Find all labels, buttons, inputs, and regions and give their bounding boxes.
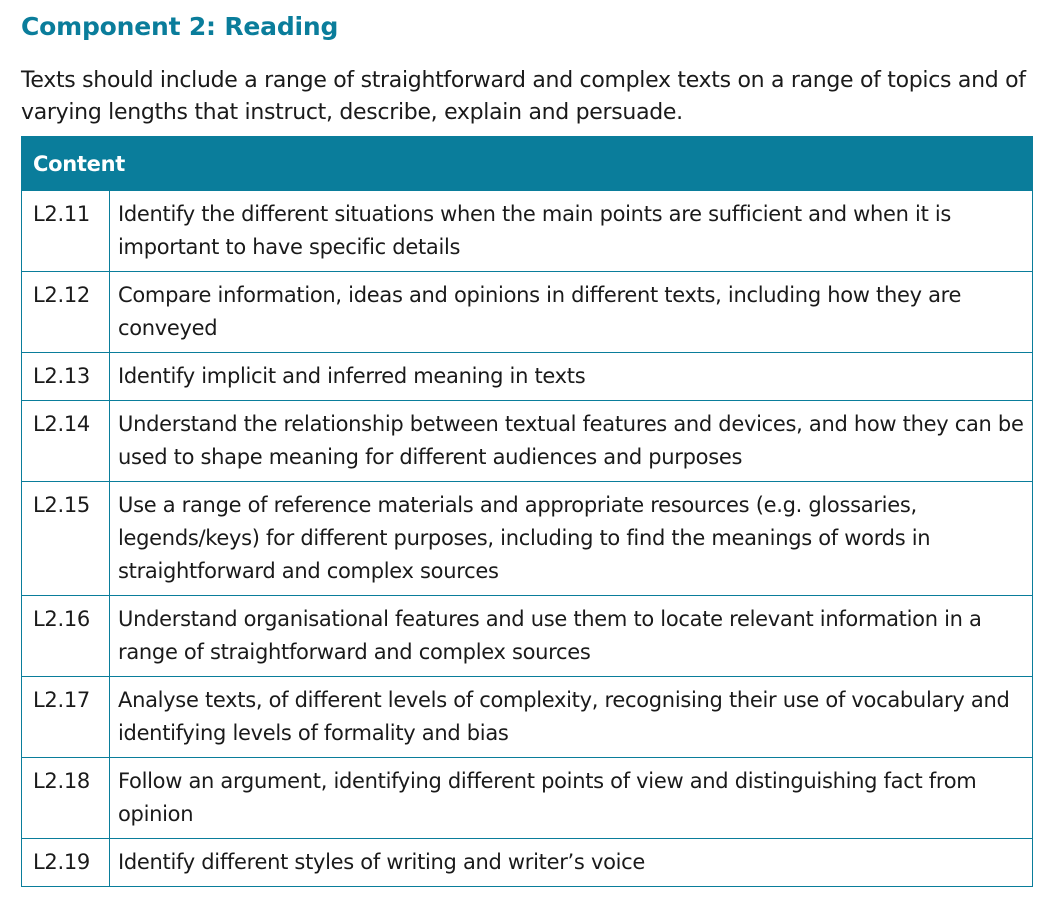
- row-code: L2.17: [22, 677, 110, 758]
- row-text: Understand organisational features and use them to locate relevant information in a range of straightforward and complex sources: [110, 596, 1033, 677]
- row-code: L2.19: [22, 839, 110, 887]
- table-row: [22, 272, 1033, 353]
- row-text: Identify implicit and inferred meaning in texts: [110, 353, 1033, 401]
- content-table: [21, 136, 1033, 887]
- table-row: [22, 839, 1033, 887]
- row-text: Identify the different situations when the main points are sufficient and when it is important to have specific details: [110, 191, 1033, 272]
- row-code: L2.14: [22, 401, 110, 482]
- table-header-content: Content: [22, 137, 1033, 191]
- intro-paragraph: Texts should include a range of straightforward and complex texts on a range of topics and of varying lengths that instruct, describe, explain and persuade.: [21, 68, 1026, 125]
- table-row: [22, 758, 1033, 839]
- row-code: L2.11: [22, 191, 110, 272]
- row-text: Compare information, ideas and opinions in different texts, including how they are conveyed: [110, 272, 1033, 353]
- table-row: [22, 596, 1033, 677]
- row-code: L2.12: [22, 272, 110, 353]
- table-header-row: [22, 137, 1033, 191]
- row-code: L2.15: [22, 482, 110, 596]
- table-row: [22, 401, 1033, 482]
- row-code: L2.18: [22, 758, 110, 839]
- row-code: L2.16: [22, 596, 110, 677]
- row-text: Analyse texts, of different levels of complexity, recognising their use of vocabulary and identifying levels of formality and bias: [110, 677, 1033, 758]
- row-code: L2.13: [22, 353, 110, 401]
- row-text: Follow an argument, identifying different points of view and distinguishing fact from opinion: [110, 758, 1033, 839]
- table-row: [22, 191, 1033, 272]
- row-text: Understand the relationship between textual features and devices, and how they can be used to shape meaning for different audiences and purposes: [110, 401, 1033, 482]
- component-heading: Component 2: Reading: [21, 12, 339, 41]
- table-row: [22, 482, 1033, 596]
- document: [21, 0, 1033, 874]
- table-row: [22, 353, 1033, 401]
- table-row: [22, 677, 1033, 758]
- row-text: Identify different styles of writing and writer’s voice: [110, 839, 1033, 887]
- row-text: Use a range of reference materials and appropriate resources (e.g. glossaries, legends/keys) for different purposes, including to find the meanings of words in straightforward and complex sources: [110, 482, 1033, 596]
